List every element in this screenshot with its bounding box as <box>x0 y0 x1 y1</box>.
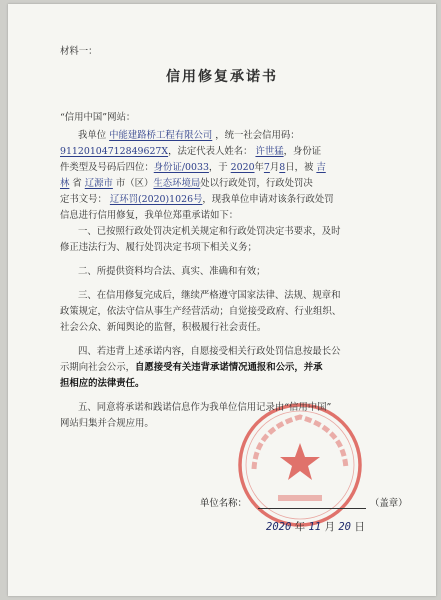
item1-line1: 一、已按照行政处罚决定机关规定和行政处罚决定书要求，及时 <box>78 226 341 237</box>
signing-date <box>266 521 365 533</box>
para1-line2 <box>60 146 321 158</box>
text-segment: 月 <box>269 162 280 173</box>
seal-label: （盖章） <box>370 498 408 509</box>
text-segment: 我单位 <box>78 130 107 141</box>
addressee: “信用中国”网站： <box>60 112 136 123</box>
official-seal-icon <box>234 399 366 531</box>
item3-line2: 政策规定，依法守信从事生产经营活动；自觉接受政府、行业组织、 <box>60 306 342 317</box>
province-part2: 林 <box>60 178 70 189</box>
province-part1: 吉 <box>316 162 326 173</box>
item5-line1: 五、同意将承诺和践诺信息作为我单位信用记录由“信用中国” <box>78 402 332 413</box>
document-page <box>8 4 436 596</box>
item4-line3: 担相应的法律责任。 <box>60 378 145 389</box>
material-label: 材料一： <box>60 46 98 57</box>
text-segment: 市（区） <box>115 178 154 189</box>
item3-line1: 三、在信用修复完成后，继续严格遵守国家法律、法规、规章和 <box>78 290 341 301</box>
item4-line1: 四、若违背上述承诺内容，自愿接受相关行政处罚信息按最长公 <box>78 346 341 357</box>
text-segment: 省 <box>72 178 82 189</box>
item4-line2 <box>60 362 323 374</box>
city-name: 辽源市 <box>84 178 113 189</box>
item3-line3: 社会公众、新闻舆论的监督，积极履行社会责任。 <box>60 322 267 333</box>
text-segment: ，于 <box>208 162 228 173</box>
text-segment: ，身份证 <box>283 146 322 157</box>
para1-line5 <box>60 194 334 206</box>
item5-line2: 网站归集并合规应用。 <box>60 418 154 429</box>
item1-line2: 修正违法行为、履行处罚决定书项下相关义务； <box>60 242 257 253</box>
para1-line1 <box>78 130 300 142</box>
penalty-year: 2020 <box>230 162 255 173</box>
agency-name: 生态环境局 <box>153 178 201 189</box>
text-segment: 处以行政处罚，行政处罚决 <box>200 178 313 189</box>
text-segment: 日，被 <box>285 162 314 173</box>
para1-line6: 信息进行信用修复，我单位郑重承诺如下： <box>60 210 239 221</box>
item2-line1: 二、所提供资料均合法、真实、准确和有效； <box>78 266 266 277</box>
company-name: 中能建路桥工程有限公司 <box>109 130 213 141</box>
text-segment: 年 <box>254 162 264 173</box>
unit-name-label: 单位名称： <box>200 498 247 509</box>
text-segment: 定书文号： <box>60 194 107 205</box>
id-info: 身份证/0033 <box>153 162 209 173</box>
document-title: 信用修复承诺书 <box>166 69 278 85</box>
text-segment: 日 <box>354 521 365 533</box>
penalty-day: 8 <box>279 162 286 173</box>
penalty-document-number: 辽环罚(2020)1026号 <box>109 194 203 205</box>
para1-line4 <box>60 178 313 190</box>
text-segment: ，现我单位申请对该条行政处罚 <box>202 194 334 205</box>
text-segment: ，统一社会信用码： <box>215 130 300 141</box>
date-month: 11 <box>308 521 322 533</box>
text-segment: ，法定代表人姓名： <box>168 146 253 157</box>
legal-representative: 许世猛 <box>255 146 284 157</box>
text-segment: 年 <box>294 521 306 533</box>
text-segment: 月 <box>324 521 335 533</box>
unit-name-blank <box>258 508 366 509</box>
text-segment: 件类型及号码后四位： <box>60 162 154 173</box>
text-segment: 示期向社会公示， <box>60 362 136 373</box>
penalty-month: 7 <box>263 162 270 173</box>
para1-line3 <box>60 162 326 174</box>
date-year: 2020 <box>266 521 292 533</box>
credit-code: 91120104712849627X <box>60 146 169 157</box>
item4-emphasis: 自愿接受有关违背承诺情况通报和公示，并承 <box>135 362 323 373</box>
date-day: 20 <box>338 521 351 533</box>
